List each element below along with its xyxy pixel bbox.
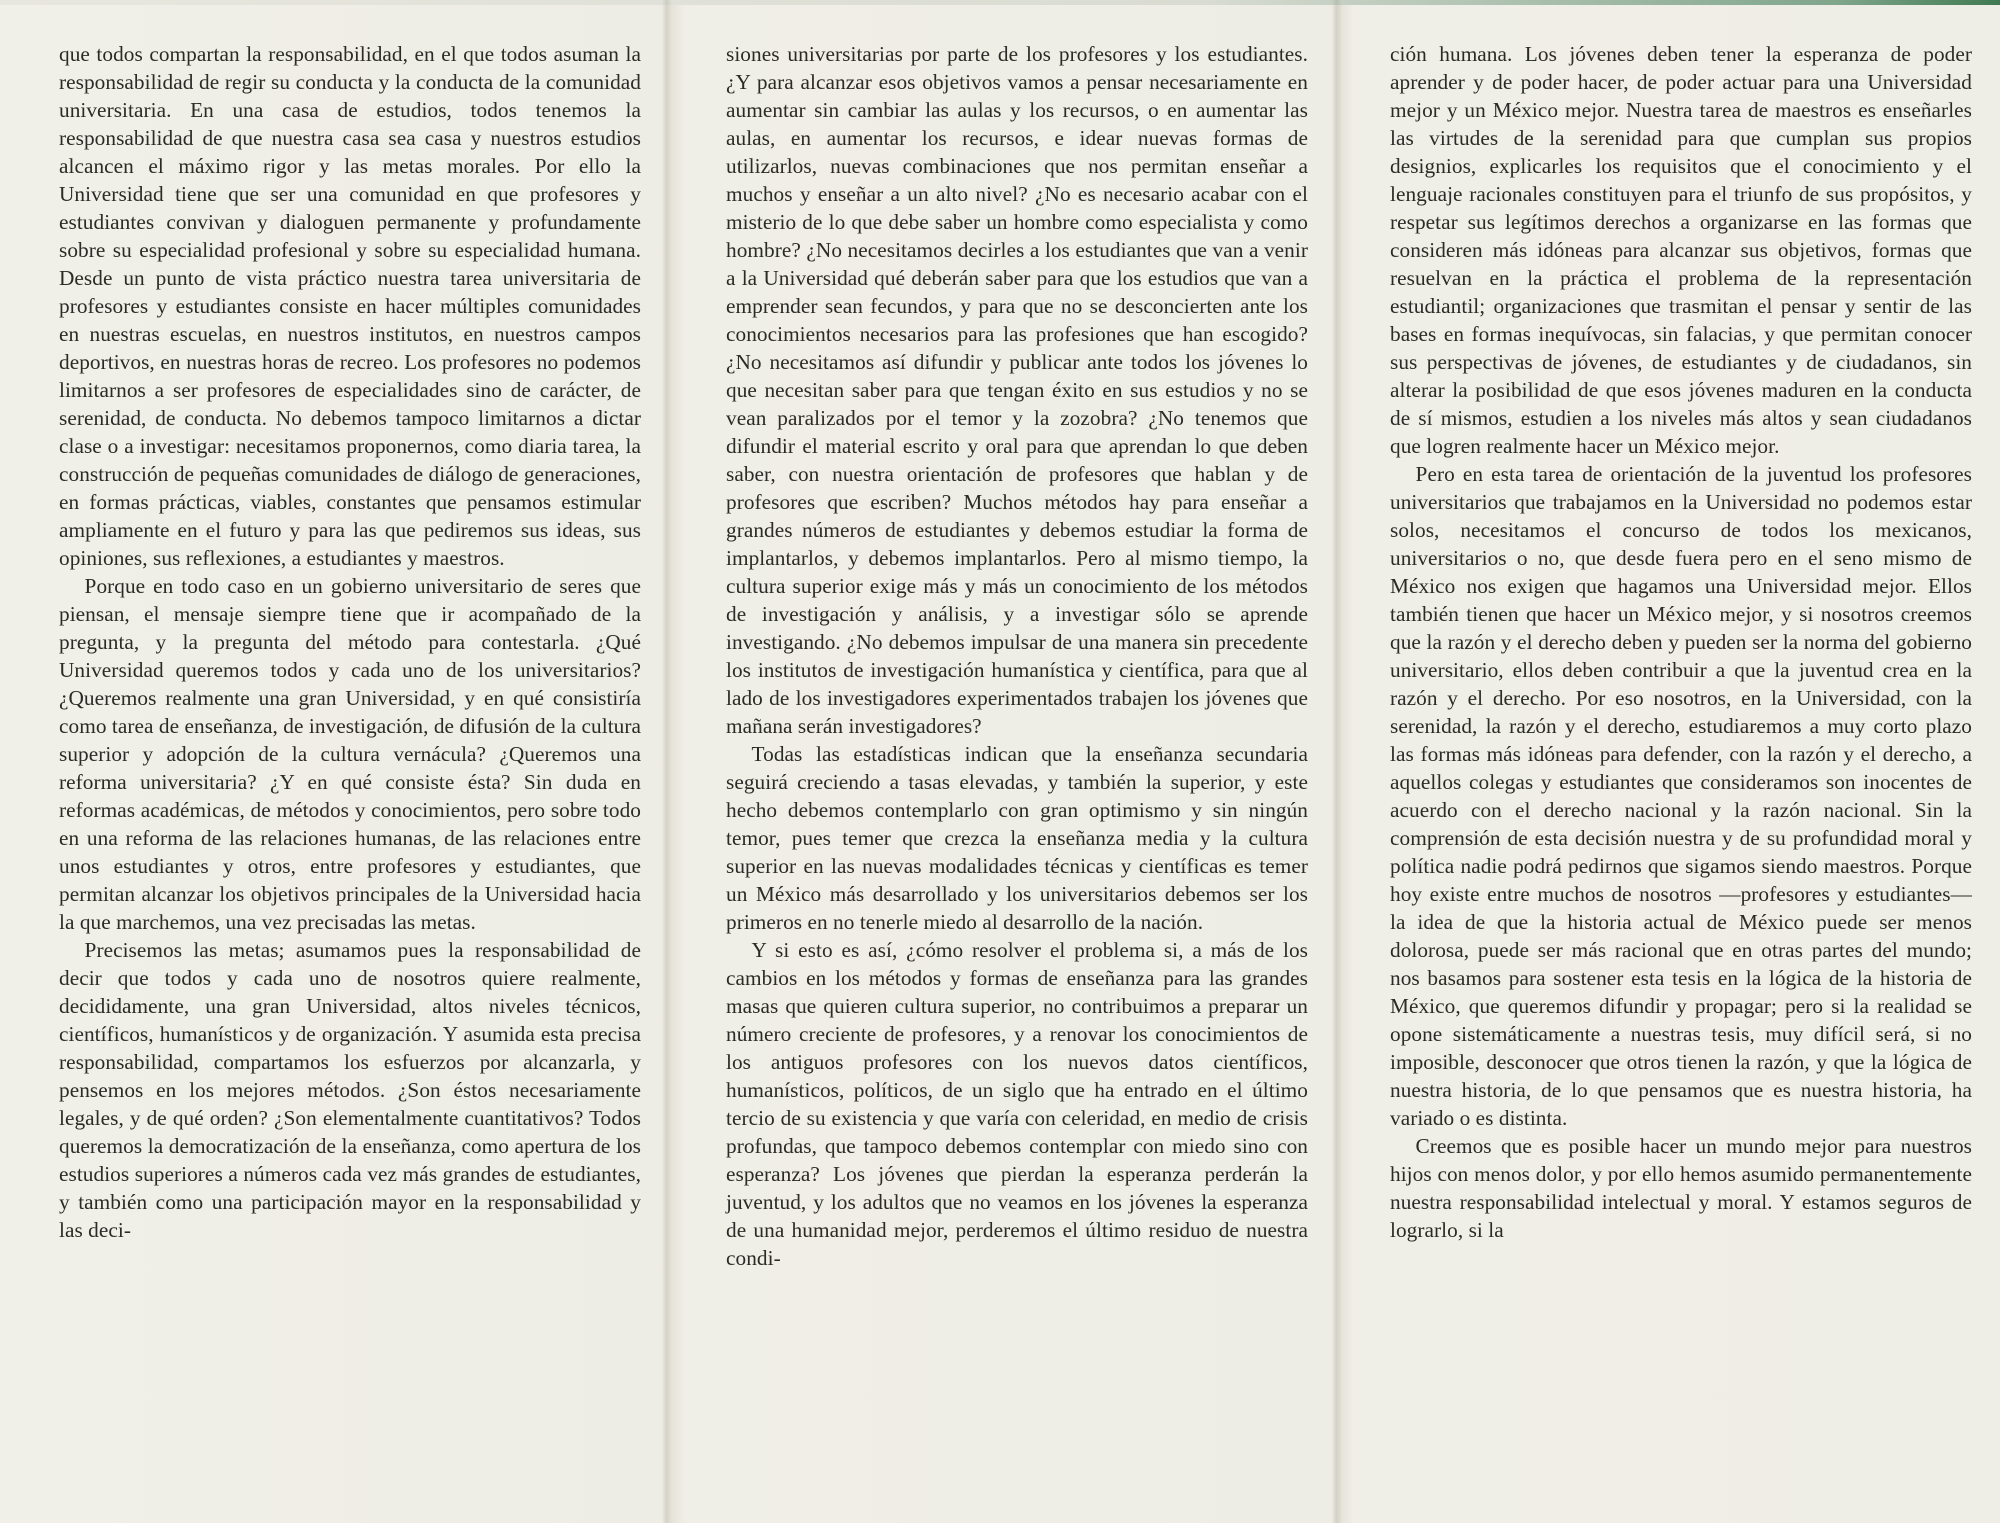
paragraph: Todas las estadísticas indican que la enseñanza secundaria seguirá creciendo a tasas elevadas, y también la superior, y este hecho debemos contemplarlo con gran optimismo y sin ningún temor, pues temer que crezca la enseñanza media y la cultura superior en las nuevas modalidades técnicas y científicas es temer un México más desarrollado y los universitarios debemos ser los primeros en no tenerle miedo al desarrollo de la nación. <box>726 742 1308 934</box>
text-column-left <box>59 40 641 1244</box>
paragraph: Precisemos las metas; asumamos pues la responsabilidad de decir que todos y cada uno de nosotros quiere realmente, decididamente, una gran Universidad, altos niveles técnicos, científicos, humanísticos y de organización. Y asumida esta precisa responsabilidad, compartamos los esfuerzos por alcanzarla, y pensemos en los mejores métodos. ¿Son éstos necesariamente legales, y de qué orden? ¿Son elementalmente cuantitativos? Todos queremos la democratización de la enseñanza, como apertura de los estudios superiores a números cada vez más grandes de estudiantes, y también como una participación mayor en la responsabilidad y las deci- <box>59 938 641 1242</box>
paragraph: siones universitarias por parte de los profesores y los estudiantes. ¿Y para alcanzar esos objetivos vamos a pensar necesariamente en aumentar sin cambiar las aulas y los recursos, o en aumentar las aulas, en aumentar los recursos, e idear nuevas formas de utilizarlos, nuevas combinaciones que nos permitan enseñar a muchos y enseñar a un alto nivel? ¿No es necesario acabar con el misterio de lo que debe saber un hombre como especialista y como hombre? ¿No necesitamos decirles a los estudiantes que van a venir a la Universidad qué deberán saber para que los estudios que van a emprender sean fecundos, y para que no se desconcierten ante los conocimientos necesarios para las profesiones que han escogido? ¿No necesitamos así difundir y publicar ante todos los jóvenes lo que necesitan saber para que tengan éxito en sus estudios y no se vean paralizados por el temor y la zozobra? ¿No tenemos que difundir el material escrito y oral para que aprendan lo que deben saber, con nuestra orientación de profesores que hablan y de profesores que escriben? Muchos métodos hay para enseñar a grandes números de estudiantes y debemos estudiar la forma de implantarlos, y debemos implantarlos. Pero al mismo tiempo, la cultura superior exige más y más un conocimiento de los métodos de investigación y análisis, y a investigar sólo se aprende investigando. ¿No debemos impulsar de una manera sin precedente los institutos de investigación humanística y científica, para que al lado de los investigadores experimentados trabajen los jóvenes que mañana serán investigadores? <box>726 42 1308 738</box>
text-column-right <box>1390 40 1972 1244</box>
text-column-middle <box>726 40 1308 1272</box>
paragraph: Creemos que es posible hacer un mundo mejor para nuestros hijos con menos dolor, y por ello hemos asumido permanentemente nuestra responsabilidad intelectual y moral. Y estamos seguros de lograrlo, si la <box>1390 1134 1972 1242</box>
paragraph: ción humana. Los jóvenes deben tener la esperanza de poder aprender y de poder hacer, de poder actuar para una Universidad mejor y un México mejor. Nuestra tarea de maestros es enseñarles las virtudes de la serenidad para que cumplan sus propios designios, explicarles los requisitos que el conocimiento y el lenguaje racionales constituyen para el triunfo de sus propósitos, y respetar sus legítimos derechos a organizarse en las formas que consideren más idóneas para alcanzar sus objetivos, formas que resuelvan en la práctica el problema de la representación estudiantil; organizaciones que trasmitan el pensar y sentir de las bases en formas inequívocas, sin falacias, y que permitan conocer sus perspectivas de jóvenes, de estudiantes y de ciudadanos, sin alterar la posibilidad de que esos jóvenes maduren en la conducta de sí mismos, estudien a los niveles más altos y sean ciudadanos que logren realmente hacer un México mejor. <box>1390 42 1972 458</box>
paragraph: Porque en todo caso en un gobierno universitario de seres que piensan, el mensaje siempre tiene que ir acompañado de la pregunta, y la pregunta del método para contestarla. ¿Qué Universidad queremos todos y cada uno de los universitarios? ¿Queremos realmente una gran Universidad, y en qué consistiría como tarea de enseñanza, de investigación, de difusión de la cultura superior y adopción de la cultura vernácula? ¿Queremos una reforma universitaria? ¿Y en qué consiste ésta? Sin duda en reformas académicas, de métodos y conocimientos, pero sobre todo en una reforma de las relaciones humanas, de las relaciones entre unos estudiantes y otros, entre profesores y estudiantes, que permitan alcanzar los objetivos principales de la Universidad hacia la que marchemos, una vez precisadas las metas. <box>59 574 641 934</box>
paragraph: Y si esto es así, ¿cómo resolver el problema si, a más de los cambios en los métodos y formas de enseñanza para las grandes masas que quieren cultura superior, no contribuimos a preparar un número creciente de profesores, y a renovar los conocimientos de los antiguos profesores con los nuevos datos científicos, humanísticos, políticos, de un siglo que ha entrado en el último tercio de su existencia y que varía con celeridad, en medio de crisis profundas, que tampoco debemos contemplar con miedo sino con esperanza? Los jóvenes que pierdan la esperanza perderán la juventud, y los adultos que no veamos en los jóvenes la esperanza de una humanidad mejor, perderemos el último residuo de nuestra condi- <box>726 938 1308 1270</box>
paragraph: que todos compartan la responsabilidad, en el que todos asuman la responsabilidad de regir su conducta y la conducta de la comunidad universitaria. En una casa de estudios, todos tenemos la responsabilidad de que nuestra casa sea casa y nuestros estudios alcancen el máximo rigor y las metas morales. Por ello la Universidad tiene que ser una comunidad en que profesores y estudiantes convivan y dialoguen permanente y profundamente sobre su especialidad profesional y sobre su especialidad humana. Desde un punto de vista práctico nuestra tarea universitaria de profesores y estudiantes consiste en hacer múltiples comunidades en nuestras escuelas, en nuestros institutos, en nuestros campos deportivos, en nuestras horas de recreo. Los profesores no podemos limitarnos a ser profesores de especialidades sino de carácter, de serenidad, de conducta. No debemos tampoco limitarnos a dictar clase o a investigar: necesitamos proponernos, como diaria tarea, la construcción de pequeñas comunidades de diálogo de generaciones, en formas prácticas, viables, constantes que pensamos estimular ampliamente en el futuro y para las que pediremos sus ideas, sus opiniones, sus reflexiones, a estudiantes y maestros. <box>59 42 641 570</box>
page-top-edge <box>0 0 2000 5</box>
page-fold-right <box>1332 0 1342 1523</box>
paragraph: Pero en esta tarea de orientación de la juventud los profesores universitarios que trabajamos en la Universidad no podemos estar solos, necesitamos el concurso de todos los mexicanos, universitarios o no, que desde fuera pero en el seno mismo de México nos exigen que hagamos una Universidad mejor. Ellos también tienen que hacer un México mejor, y si nosotros creemos que la razón y el derecho deben y pueden ser la norma del gobierno universitario, ellos deben contribuir a que la juventud crea en la razón y el derecho. Por eso nosotros, en la Universidad, con la serenidad, la razón y el derecho, estudiaremos a muy corto plazo las formas más idóneas para defender, con la razón y el derecho, a aquellos colegas y estudiantes que consideramos son inocentes de acuerdo con el derecho nacional y la razón nacional. Sin la comprensión de esta decisión nuestra y de su profundidad moral y política nadie podrá pedirnos que sigamos siendo maestros. Porque hoy existe entre muchos de nosotros —profesores y estudiantes— la idea de que la historia actual de México puede ser menos dolorosa, puede ser más racional que en otras partes del mundo; nos basamos para sostener esta tesis en la lógica de la historia de México, que queremos difundir y propagar; pero si la realidad se opone sistemáticamente a nuestras tesis, muy difícil será, si no imposible, desconocer que otros tienen la razón, y que la lógica de nuestra historia, de lo que pensamos que es nuestra historia, ha variado o es distinta. <box>1390 462 1972 1130</box>
page-fold-left <box>662 0 672 1523</box>
